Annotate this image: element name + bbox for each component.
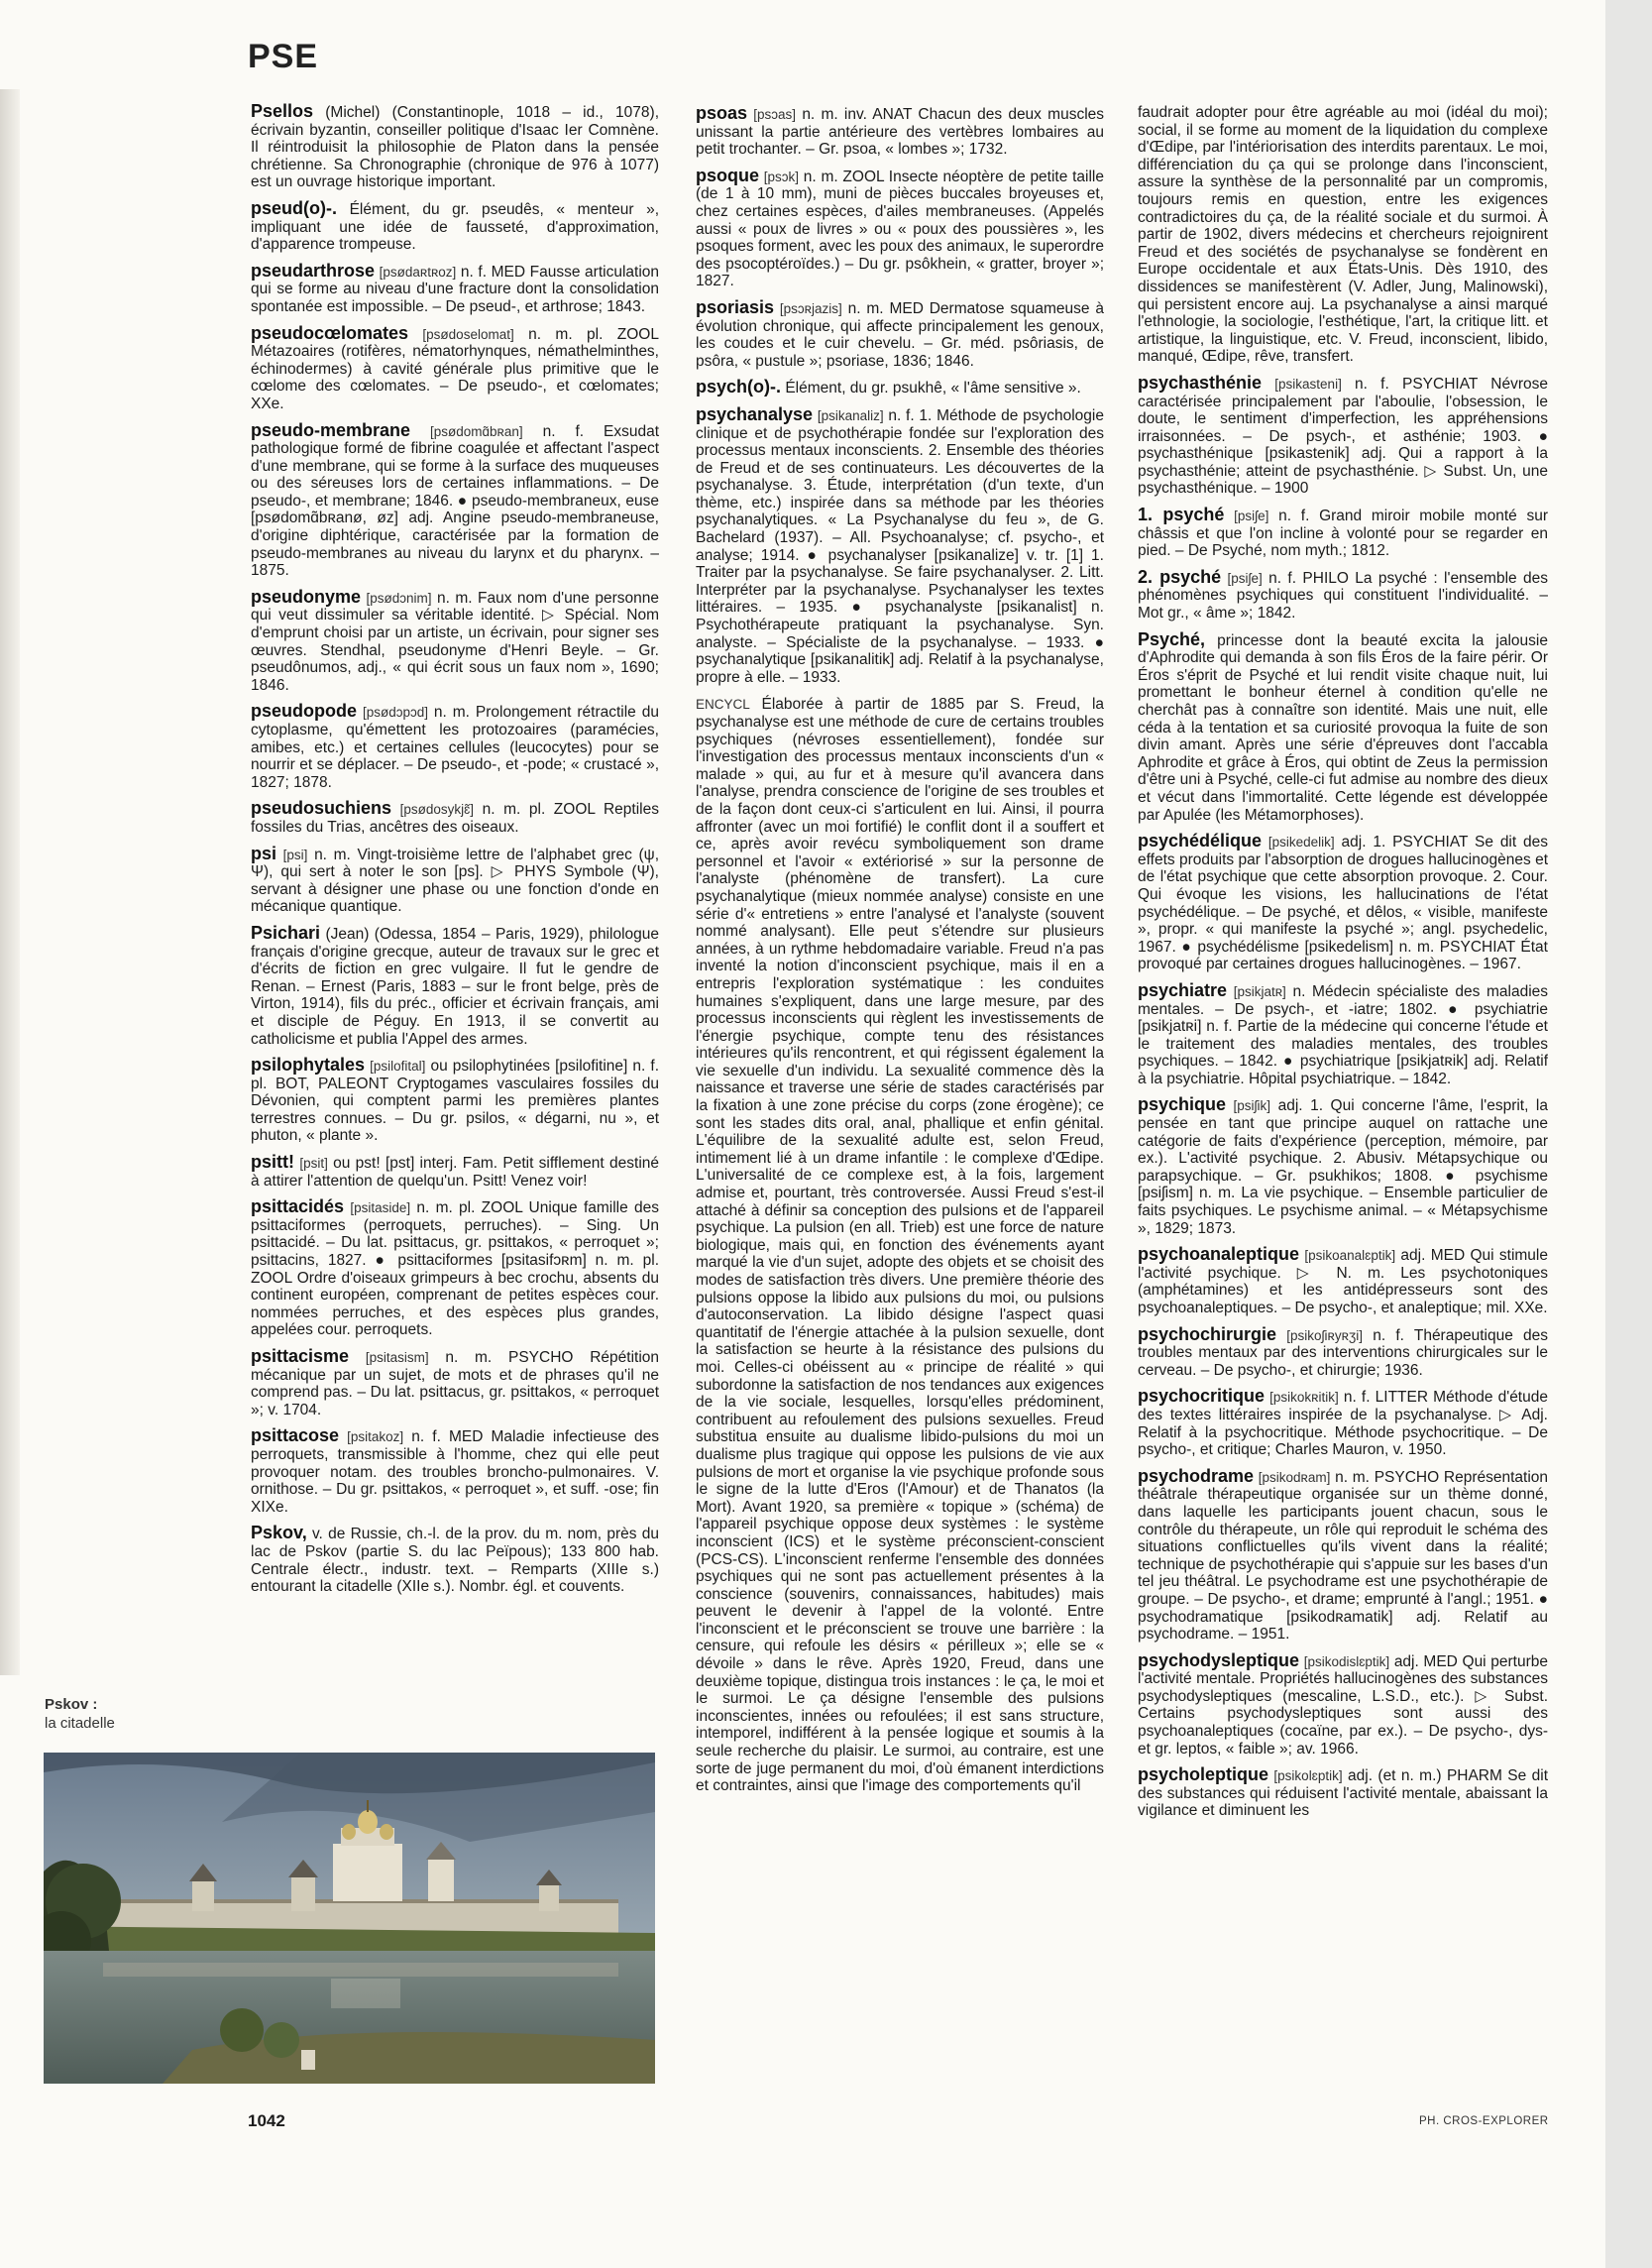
entry-headword: psoas: [696, 105, 748, 123]
entry-phonetic: [psiʃe]: [1227, 570, 1263, 586]
entry-phonetic: [psikolɛptik]: [1273, 1768, 1343, 1784]
entry-definition: v. de Russie, ch.-l. de la prov. du m. nom, près du lac de Pskov (partie S. du lac Peïpous); 133 800 hab. Centrale électr., industr. text. – Remparts (XIIIe s.) entourant la citadelle (XIIe s.). Nombr. égl. et couvents.: [251, 1526, 659, 1596]
entry-headword: psittacidés: [251, 1196, 345, 1217]
pskov-citadel-photo: [44, 1753, 655, 2084]
dictionary-entry: [251, 703, 659, 791]
entry-phonetic: [psødaʀtʀoz]: [379, 264, 457, 280]
dictionary-entry: [251, 260, 659, 316]
entry-definition: n. m. Prolongement rétractile du cytoplasme, qu'émettent les protozoaires (paramécies, amibes, etc.) et certaines cellules (leucocytes) pour se nourrir et se déplacer. – De pseudo-, et -pode; « crustacé », 1827; 1878.: [251, 704, 659, 791]
entry-definition: Élément, du gr. pseudês, « menteur », impliquant une idée de fausseté, d'approximation, d'apparence trompeuse.: [251, 200, 659, 254]
entry-headword: psilophytales: [251, 1055, 366, 1076]
dictionary-entry: [1138, 1096, 1548, 1237]
dictionary-entry: [1138, 1323, 1548, 1380]
entry-phonetic: [psikedelik]: [1267, 835, 1335, 850]
entry-headword: psychoanaleptique: [1138, 1244, 1300, 1265]
entry-definition: adj. (et n. m.) PHARM Se dit des substances qui réduisent l'activité mentale, abaissant la vigilance et diminuent les: [1138, 1767, 1548, 1820]
entry-headword: pseudonyme: [251, 586, 362, 607]
entry-phonetic: [psɔʀjazis]: [779, 300, 842, 316]
entry-phonetic: [psi]: [282, 847, 308, 862]
entry-headword: psychiatre: [1138, 979, 1228, 1000]
dictionary-entry: [251, 843, 659, 916]
entry-headword: psychanalyse: [696, 403, 814, 424]
dictionary-entry: [251, 586, 659, 695]
column-2: [696, 105, 1104, 2137]
page-number: 1042: [248, 2111, 285, 2130]
dictionary-entry: [1138, 372, 1548, 498]
entry-headword: psi: [251, 843, 277, 863]
dictionary-entry: [1138, 979, 1548, 1088]
entry-definition: n. f. Thérapeutique des troubles mentaux par des interventions chirurgicales sur le cerveau. – De psycho-, et chirurgie; 1936.: [1138, 1326, 1548, 1379]
entry-definition: n. m. pl. ZOOL Unique famille des psittaciformes (perroquets, perruches). – Sing. Un psittacidé. – Du lat. psittacus, gr. psittakos, « perroquet »; psittacins, 1827. ● psittaciformes [psitasifɔʀm] n. m. pl. ZOOL Ordre d'oiseaux grimpeurs à bec crochu, absents du continent européen, comprenant de petites espèces cour. nommées perruches, et des espèces plus grandes, appelées cour. perroquets.: [251, 1199, 659, 1339]
dictionary-entry: [1138, 566, 1548, 623]
entry-definition: n. f. Exsudat pathologique formé de fibrine coagulée et affectant l'aspect d'une membrane, qui se forme à la surface des muqueuses ou des séreuses lors de certaines inflammations. – De pseudo-, et membrane; 1846. ● pseudo-membraneux, euse [psødomɑ̃bʀanø, øz] adj. Angine pseudo-membraneuse, d'origine diphtérique, caractérisée par la formation de pseudo-membranes au niveau du larynx et du pharynx. – 1875.: [251, 422, 659, 580]
citadel-photo-illustration: [44, 1753, 655, 2084]
dictionary-entry: [251, 1348, 659, 1418]
entry-headword: psittacisme: [251, 1346, 350, 1366]
entry-phonetic: [psikoanalɛptik]: [1304, 1248, 1396, 1264]
entry-phonetic: [psiʃik]: [1233, 1098, 1271, 1114]
entry-definition: ou pst! [pst] interj. Fam. Petit sifflement destiné à attirer l'attention de quelqu'un. Psitt! Venez voir!: [251, 1155, 659, 1190]
entry-definition: n. Médecin spécialiste des maladies mentales. – De psych-, et -iatre; 1802. ● psychiatrie [psikjatʀi] n. f. Partie de la médecine qui concerne l'étude et le traitement des maladies mentales, des troubles psychiques. – 1842. ● psychiatrique [psikjatʀik] adj. Relatif à la psychiatrie. Hôpital psychiatrique. – 1842.: [1138, 982, 1548, 1087]
entry-phonetic: [psilofital]: [370, 1059, 426, 1075]
entry-definition: n. m. PSYCHO Représentation théâtrale thérapeutique organisée sur un thème donné, dans laquelle les participants jouent chacun, sous le contrôle du thérapeute, un rôle qui reproduit le schéma des situations conflictuelles qu'ils vivent dans la réalité; technique de psychothérapie qui s'appuie sur les bases d'un tel jeu théâtral. Le psychodrame est une psychothérapie de groupe. – De psycho-, et drame; emprunté à l'angl.; 1951. ● psychodramatique [psikodʀamatik] adj. Relatif au psychodrame. – 1951.: [1138, 1468, 1548, 1644]
dictionary-entry: [251, 1198, 659, 1339]
entry-phonetic: ENCYCL: [696, 697, 750, 713]
entry-headword: psychasthénie: [1138, 372, 1263, 393]
entry-definition: ou psilophytinées [psilofitine] n. f. pl. BOT, PALEONT Cryptogames vasculaires fossiles du Dévonien, qui comptent parmi les premières plantes terrestres connues. – Du gr. psilos, « dégarni, nu », et phuton, « plante ».: [251, 1058, 659, 1145]
entry-definition: n. m. pl. ZOOL Reptiles fossiles du Trias, ancêtres des oiseaux.: [251, 801, 659, 836]
dictionary-entry: [696, 695, 1104, 1794]
entry-definition: n. f. 1. Méthode de psychologie clinique et de psychothérapie fondée sur l'exploration des processus mentaux inconscients. 2. Ensemble des théories de Freud et de ses continuateurs. Les découvertes de la psychanalyse. 3. Étude, interprétation (d'un texte, d'un thème, etc.) inspirée dans sa méthode par les théories psychanalytiques. « La Psychanalyse du feu », de G. Bachelard (1937). – All. Psychoanalyse; cf. psycho-, et analyse; 1914. ● psychanalyser [psikanalize] v. tr. [1] 1. Traiter par la psychanalyse. Se faire psychanalyser. 2. Litt. Interpréter par la psychanalyse. Psychanalyser les textes littéraires. – 1935. ● psychanalyste [psikanalist] n. Psychothérapeute pratiquant la psychanalyse. Syn. analyste. – Spécialiste de la psychanalyse. – 1933. ● psychanalytique [psikanalitik] adj. Relatif à la psychanalyse, propre à elle. – 1933.: [696, 406, 1104, 686]
column-3: [1138, 103, 1548, 2135]
entry-definition: (Michel) (Constantinople, 1018 – id., 1078), écrivain byzantin, conseiller politique d'Isaac Ier Comnène. Il réintroduisit la philosophie de Platon dans la pensée chrétienne. Sa Chronographie (chronique de 976 à 1077) est un ouvrage historique important.: [251, 104, 659, 191]
entry-headword: Psellos: [251, 103, 314, 121]
dictionary-entry: [696, 105, 1104, 159]
entry-headword: 2. psyché: [1138, 566, 1222, 587]
entry-definition: faudrait adopter pour être agréable au moi (idéal du moi); social, il se forme au moment de la liquidation du complexe d'Œdipe, par l'intériorisation des interdits parentaux. Le moi, différenciation du ça qui se prolonge dans l'inconscient, assure la synthèse de la personnalité par un compromis, toujours remis en question, entre les exigences contradictoires du ça, de la réalité sociale et du surmoi. À partir de 1902, divers médecins et chercheurs rejoignirent Freud et des sociétés de psychanalyse se fondèrent en Europe occidentale et aux États-Unis. Dès 1910, des dissidences se manifestèrent (V. Adler, Jung, Malinowski), qui persistent encore auj. La psychanalyse a ainsi marqué l'ethnologie, la sociologie, l'esthétique, l'art, la critique litt. et artistique, la linguistique, etc. V. Freud, inconscient, libido, manqué, Œdipe, rêve, transfert.: [1138, 104, 1548, 366]
dictionary-entry: [251, 922, 659, 1048]
entry-headword: psoriasis: [696, 296, 775, 317]
dictionary-entry: [696, 403, 1104, 687]
entry-definition: n. m. Vingt-troisième lettre de l'alphabet grec (ψ, Ψ), qui sert à noter le son [ps]. ▷ PHYS Symbole (Ψ), servant à désigner une phase ou une fonction d'onde en mécanique quantique.: [251, 846, 659, 916]
entry-phonetic: [psødɔpɔd]: [362, 705, 428, 721]
dictionary-entry: [696, 379, 1104, 397]
entry-definition: (Jean) (Odessa, 1854 – Paris, 1929), philologue français d'origine grecque, auteur de travaux sur le grec et d'écrits de fiction en grec vulgaire. Il fut le gendre de Renan. – Ernest (Paris, 1883 – sur le front belge, près de Virton, 1914), fils du préc., officier et écrivain français, ami et disciple de Péguy. En 1913, il se convertit au catholicisme et publia l'Appel des armes.: [251, 925, 659, 1048]
entry-definition: princesse dont la beauté excita la jalousie d'Aphrodite qui demanda à son fils Éros de la faire périr. Or Éros s'éprit de Psyché et lui rendit visite chaque nuit, lui promettant le bonheur éternel à condition qu'elle ne cherchât pas à connaître son identité. Mais une nuit, elle céda à la tentation et sa curiosité provoqua la fuite de son divin amant. Après une série d'épreuves dont l'accabla Aphrodite et grâce à Éros, qui obtint de Zeus la permission d'être uni à Psyché, celle-ci fut admise au nombre des dieux et vécut dans l'immortalité. Cette légende est développée par Apulée (les Métamorphoses).: [1138, 631, 1548, 824]
dictionary-entry: [251, 1057, 659, 1145]
entry-phonetic: [psɔk]: [763, 169, 800, 184]
entry-headword: psittacose: [251, 1425, 340, 1446]
entry-headword: psychodrame: [1138, 1465, 1255, 1486]
dictionary-entry: [1138, 1388, 1548, 1458]
entry-definition: Élaborée à partir de 1885 par S. Freud, la psychanalyse est une méthode de cure de certains troubles psychiques (névroses essentiellement), fondée sur l'investigation des processus mentaux inconscients d'un « malade » qui, au fur et à mesure qu'il avancera dans l'analyse, prendra conscience de l'origine de ses troubles et de la façon dont ceux-ci s'articulent en lui. Ainsi, il pourra affronter (avec un moi fortifié) le conflit dont il a souffert et ce, après avoir revécu symboliquement son drame personnel et l'avoir « extériorisé » sur la personne de l'analyste (phénomène de transfert). La cure psychanalytique (mieux nommée analyse) consiste en une série d'« entretiens » entre l'analysé et l'analyste (souvent nommé analysant). Elle peut s'étendre sur plusieurs années, à un rythme hebdomadaire variable. Freud n'a pas inventé la notion d'inconscient psychique, mais il en a entrepris l'exploration systématique : les conduites humaines s'expliquent, dans une large mesure, par des processus inconscients qui règlent les investissements de l'énergie psychique, compte tenu des résistances intérieures qu'ils rencontrent, et qui régissent également la vie sexuelle d'un individu. La sexualité commence dès la naissance et traverse une série de stades caractérisés par la fixation à une zone précise du corps (zone érogène); ce sont les stades dits oral, anal, phallique et enfin génital. L'équilibre de la sexualité adulte est, selon Freud, intimement lié à un drame infantile : le complexe d'Œdipe. L'universalité de ce complexe est, à la fois, largement admise et, pourtant, très controversée. Aussi Freud s'est-il attaché à définir sa conception des pulsions et de l'appareil psychique. La pulsion (en all. Trieb) est une force de nature biologique, mais qui, en fonction des événements ayant marqué la vie d'un sujet, adopte des objets et se choisit des modes de satisfaction très divers. Une première théorie des pulsions oppose la libido aux pulsions du moi, ou pulsions d'autoconservation. La libido désigne l'aspect quasi quantitatif de l'énergie attachée à la pulsion sexuelle, dont la satisfaction se heurte à la résistance des pulsions du moi. Celles-ci obéissent au « principe de réalité » qui subordonne la satisfaction de nos tendances aux exigences de la vie sociale, lesquelles, lorsqu'elles prédominent, contribuent au refoulement des pulsions sexuelles. Freud substitua ensuite au dualisme libido-pulsions du moi un dualisme plus tragique qui oppose les pulsions de vie aux pulsions de mort et organise la vie psychique profonde sous le signe de la lutte d'Eros (l'Amour) et de Thanatos (la Mort). Avant 1920, sa première « topique » (schéma) de l'appareil psychique oppose deux systèmes : le système inconscient (ICS) et le système préconscient-conscient (PCS-CS). L'inconscient renferme l'ensemble des données psychiques qui ne sont pas actuellement présentes à la conscience (souvenirs, connaissances, habitudes) mais peuvent le devenir à l'appel de la volonté. Entre l'inconscient et le préconscient se trouve une barrière : la censure, qui refoule les désirs « périlleux »; elle se « dévoile » dans le rêve. Après 1920, Freud, dans une deuxième topique, distingua trois instances : le ça, le moi et le surmoi. Le ça désigne l'ensemble des pulsions inconscientes, innées ou refoulées; il est sans structure, intemporel, indifférent à la pensée logique et soumis à la seule recherche du plaisir. Le surmoi, au contraire, est une sorte de juge permanent du moi, d'où émanent interdictions et contraintes, ainsi que l'image des comportements qu'il: [696, 696, 1104, 1795]
dictionary-entry: [1138, 628, 1548, 825]
entry-phonetic: [psitakoz]: [347, 1429, 404, 1445]
entry-phonetic: [psikjatʀ]: [1233, 983, 1286, 999]
entry-phonetic: [psikasteni]: [1274, 376, 1342, 392]
entry-headword: pseudocœlomates: [251, 322, 409, 343]
entry-definition: n. m. inv. ANAT Chacun des deux muscles unissant la partie antérieure des vertèbres lombaires au petit trochanter. – Gr. psoa, « lombes »; 1732.: [696, 106, 1104, 159]
entry-definition: n. m. pl. ZOOL Métazoaires (rotifères, nématorhynques, némathelminthes, échinodermes) à cavité générale plus primitive que le cœlome des cœlomates. – De pseudo-, et cœlomates; XXe.: [251, 325, 659, 412]
entry-headword: Pskov,: [251, 1523, 307, 1543]
entry-headword: psychocritique: [1138, 1386, 1266, 1407]
page-edge-shadow: [0, 89, 20, 1675]
entry-definition: adj. MED Qui stimule l'activité psychique. ▷ N. m. Les psychotoniques (amphétamines) et les antidépresseurs sont des psychoanaleptiques. – De psycho-, et analeptique; mil. XXe.: [1138, 1247, 1548, 1316]
dictionary-entry: [251, 197, 659, 254]
entry-headword: psych(o)-.: [696, 377, 782, 397]
entry-headword: pseudo-membrane: [251, 419, 411, 440]
entry-definition: n. f. MED Fausse articulation qui se forme au niveau d'une fracture dont la consolidation spontanée est impossible. – De pseud-, et arthrose; 1843.: [251, 263, 659, 315]
entry-headword: Psichari: [251, 922, 321, 943]
entry-definition: n. f. MED Maladie infectieuse des perroquets, transmissible à l'homme, chez qui elle peut provoquer notam. des troubles broncho-pulmonaires. V. ornithose. – Du gr. psittakos, « perroquet », et suff. -ose; fin XIXe.: [251, 1428, 659, 1516]
entry-headword: pseudarthrose: [251, 260, 376, 281]
entry-phonetic: [psikodislɛptik]: [1303, 1653, 1390, 1669]
caption-title: Pskov :: [45, 1696, 98, 1713]
entry-headword: psychodysleptique: [1138, 1649, 1300, 1670]
entry-definition: n. m. PSYCHO Répétition mécanique par un sujet, de mots et de phrases qu'il ne comprend pas. – Du lat. psittacus, gr. psittakos, « perroquet »; v. 1704.: [251, 1349, 659, 1418]
entry-definition: adj. 1. PSYCHIAT Se dit des effets produits par l'absorption de drogues hallucinogènes et de l'état psychique que cette absorption provoque. 2. Cour. Qui évoque les visions, les hallucinations de l'état psychédélique. – De psyché, et dêlos, « visible, manifeste », propr. « qui manifeste la psyché »; angl. psychedelic, 1967. ● psychédélisme [psikedelism] n. m. PSYCHIAT État provoqué par certaines drogues hallucinogènes. – 1967.: [1138, 834, 1548, 973]
entry-phonetic: [psødoselomat]: [422, 326, 514, 342]
entry-phonetic: [psødomɑ̃bʀan]: [430, 423, 523, 439]
dictionary-entry: [1138, 833, 1548, 973]
entry-phonetic: [psikanaliz]: [817, 407, 884, 423]
entry-definition: Élément, du gr. psukhê, « l'âme sensitive ».: [785, 380, 1081, 397]
entry-phonetic: [psɔas]: [753, 107, 797, 122]
entry-definition: n. f. PSYCHIAT Névrose caractérisée principalement par l'aboulie, l'obsession, le doute, le sentiment d'imperfection, les appréhensions irraisonnées. – De psych-, et asthénie; 1903. ● psychasthénique [psikastenik] adj. Qui a rapport à la psychasthénie; atteint de psychasthénie. ▷ Subst. Un, une psychasthénique. – 1900: [1138, 375, 1548, 498]
dictionary-entry: [251, 1154, 659, 1190]
dictionary-entry: [1138, 1246, 1548, 1316]
entry-definition: n. m. MED Dermatose squameuse à évolution chronique, qui affecte principalement les genoux, les coudes et le cuir chevelu. – Gr. méd. psôriasis, de psôra, « pustule »; psoriase, 1836; 1846.: [696, 299, 1104, 370]
entry-definition: n. f. Grand miroir mobile monté sur châssis et que l'on incline à volonté pour se regarder en pied. – De Psyché, nom myth.; 1812.: [1138, 508, 1548, 560]
entry-phonetic: [psitasism]: [365, 1350, 429, 1365]
dictionary-entry: [696, 296, 1104, 370]
dictionary-entry: [696, 165, 1104, 290]
entry-headword: pseud(o)-.: [251, 197, 337, 218]
dictionary-entry: [251, 419, 659, 580]
entry-phonetic: [psikodʀam]: [1258, 1469, 1331, 1485]
dictionary-entry: [251, 800, 659, 836]
entry-definition: n. m. ZOOL Insecte néoptère de petite taille (de 1 à 10 mm), muni de pièces buccales broyeuses et, chez certaines espèces, d'ailes membraneuses. (Appelés aussi « poux de livres » ou « poux des poussières », les psoques forment, avec les poux des animaux, le superordre des psocoptéroïdes.) – Du gr. psôkhein, « gratter, broyer »; 1827.: [696, 168, 1104, 290]
photo-caption: [45, 1695, 115, 1733]
dictionary-entry: [1138, 1465, 1548, 1644]
entry-headword: pseudopode: [251, 701, 357, 722]
dictionary-entry: [251, 103, 659, 191]
entry-phonetic: [psiʃe]: [1234, 509, 1269, 524]
entry-headword: psychédélique: [1138, 831, 1263, 851]
entry-definition: n. m. Faux nom d'une personne qui veut dissimuler sa véritable identité. ▷ Spécial. Nom d'emprunt choisi par un artiste, un écrivain, pour signer ses œuvres. Stendhal, pseudonyme d'Henri Beyle. – Gr. pseudônumos, adj., « qui écrit sous un faux nom », 1690; 1846.: [251, 589, 659, 694]
entry-headword: psycholeptique: [1138, 1764, 1269, 1785]
dictionary-entry: [1138, 1649, 1548, 1758]
entry-headword: psychique: [1138, 1094, 1227, 1115]
entry-phonetic: [psødɔnim]: [366, 590, 432, 606]
dictionary-entry: [251, 322, 659, 413]
entry-phonetic: [psit]: [299, 1156, 328, 1172]
entry-headword: psychochirurgie: [1138, 1323, 1277, 1344]
page-header: PSE: [248, 38, 319, 75]
entry-headword: psitt!: [251, 1152, 294, 1173]
entry-phonetic: [psødosykjɛ̃]: [399, 802, 475, 818]
caption-subtitle: la citadelle: [45, 1715, 115, 1732]
entry-phonetic: [psitaside]: [350, 1200, 411, 1216]
entry-definition: adj. MED Qui perturbe l'activité mentale. Propriétés hallucinogènes des substances psychodysleptiques (mescaline, L.S.D., etc.). ▷ Subst. Certains psychodysleptiques sont aussi des psychoanaleptiques (cocaïne, par ex.). – De psycho-, dys- et gr. leptos, « faible »; av. 1966.: [1138, 1652, 1548, 1758]
entry-definition: adj. 1. Qui concerne l'âme, l'esprit, la pensée en tant que principe auquel on rattache une catégorie de faits d'expérience (perception, mémoire, par ex.). L'activité psychique. 2. Abusiv. Métapsychique ou parapsychique. – Gr. psukhikos; 1808. ● psychisme [psiʃism] n. m. La vie psychique. – Ensemble particulier de faits psychiques. Le psychisme animal. – « Métapsychisme », 1829; 1873.: [1138, 1097, 1548, 1237]
entry-definition: n. f. PHILO La psyché : l'ensemble des phénomènes psychiques qui constituent l'individualité. – Mot gr., « âme »; 1842.: [1138, 569, 1548, 623]
entry-phonetic: [psikokʀitik]: [1269, 1390, 1339, 1406]
entry-headword: Psyché,: [1138, 628, 1206, 649]
entry-phonetic: [psikoʃiʀyʀʒi]: [1286, 1327, 1363, 1343]
dictionary-entry: [1138, 507, 1548, 560]
photo-credit: PH. CROS-EXPLORER: [1419, 2115, 1549, 2127]
dictionary-entry: [251, 1525, 659, 1595]
entry-definition: n. f. LITTER Méthode d'étude des textes littéraires inspirée de la psychanalyse. ▷ Adj. Relatif à la psychocritique. Méthode psychocritique. – De psycho-, et critique; Charles Mauron, v. 1950.: [1138, 1389, 1548, 1459]
dictionary-entry: [1138, 1766, 1548, 1820]
dictionary-entry: [251, 1427, 659, 1516]
entry-headword: 1. psyché: [1138, 505, 1225, 525]
entry-headword: pseudosuchiens: [251, 798, 392, 819]
entry-headword: psoque: [696, 165, 760, 185]
dictionary-entry: [1138, 103, 1548, 366]
